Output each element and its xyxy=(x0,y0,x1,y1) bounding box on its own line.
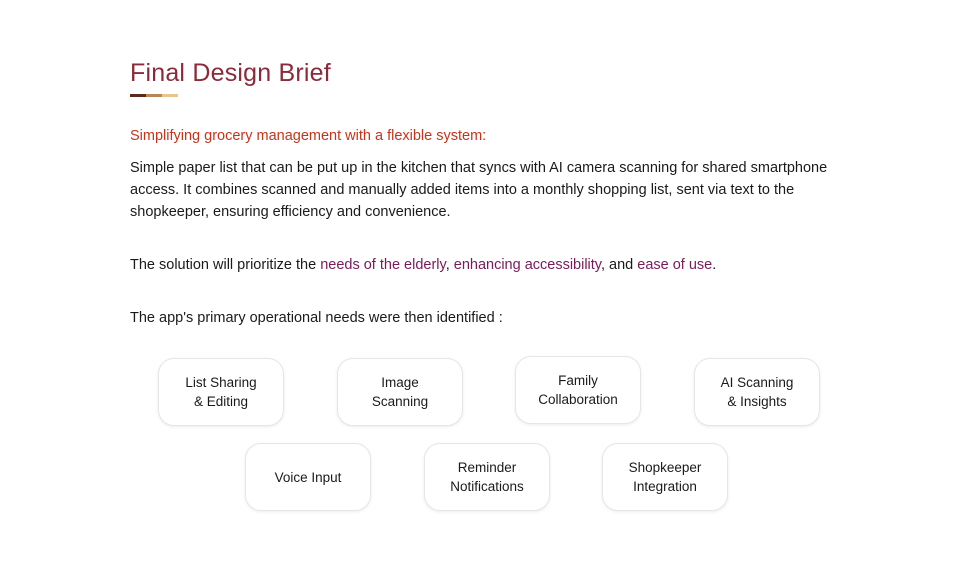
priority-separator: , and xyxy=(600,257,638,273)
subheading: Simplifying grocery management with a flexible system: xyxy=(130,128,487,144)
priority-separator: , xyxy=(445,257,454,273)
highlight-ease-of-use: ease of use xyxy=(637,257,713,273)
description-paragraph: Simple paper list that can be put up in the kitchen that syncs with AI camera scanning for shared smartphone access. It combines scanned and manually added items into a monthly shopping list, sent via text to the shopkeeper, ensuring efficiency and convenience. xyxy=(130,160,828,220)
highlight-elderly: needs of the elderly xyxy=(320,257,446,273)
need-card-ai-scanning: AI Scanning & Insights xyxy=(694,358,820,426)
underline-segment xyxy=(130,94,146,97)
priority-suffix: . xyxy=(712,257,717,273)
highlight-accessibility: enhancing accessibility xyxy=(453,257,601,273)
need-card-image-scanning: Image Scanning xyxy=(337,358,463,426)
need-card-voice-input: Voice Input xyxy=(245,443,371,511)
page-title: Final Design Brief xyxy=(130,59,331,87)
priority-prefix: The solution will prioritize the xyxy=(130,257,321,273)
need-card-family-collaboration: Family Collaboration xyxy=(515,356,641,424)
needs-intro: The app's primary operational needs were then identified : xyxy=(130,310,503,326)
underline-segment xyxy=(146,94,162,97)
underline-segment xyxy=(162,94,178,97)
title-underline xyxy=(130,94,178,97)
priority-statement xyxy=(130,254,716,276)
need-card-list-sharing: List Sharing & Editing xyxy=(158,358,284,426)
need-card-shopkeeper-integration: Shopkeeper Integration xyxy=(602,443,728,511)
need-card-reminder-notifications: Reminder Notifications xyxy=(424,443,550,511)
